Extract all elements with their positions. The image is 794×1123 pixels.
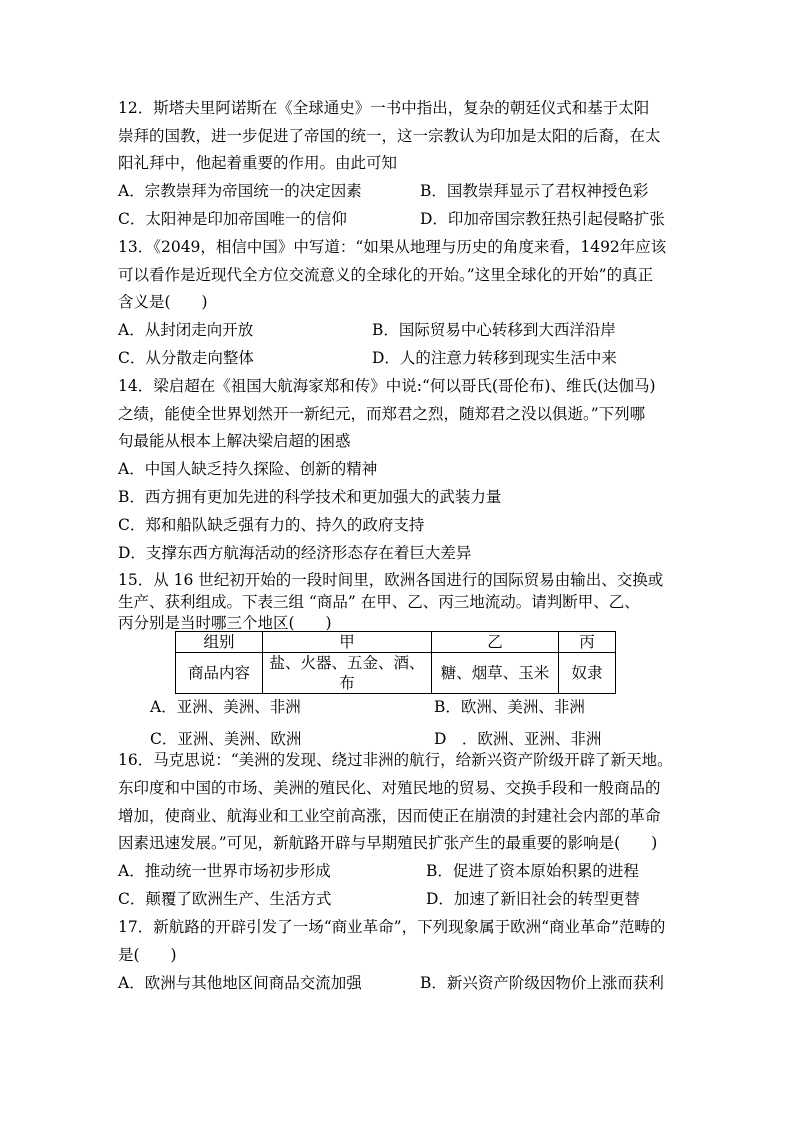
q12-stem-line-1: 12．斯塔夫里阿诺斯在《全球通史》一书中指出，复杂的朝廷仪式和基于太阳 — [118, 99, 650, 117]
q15-stem-line-2: 生产、获利组成。下表三组 “商品” 在甲、乙、丙三地流动。请判断甲、乙、 — [118, 593, 640, 611]
cell-yi: 糖、烟草、玉米 — [432, 653, 559, 694]
q13-option-a[interactable]: A．从封闭走向开放 — [118, 321, 254, 339]
q15-option-a[interactable]: A．亚洲、美洲、非洲 — [150, 698, 301, 716]
q14-option-c[interactable]: C．郑和船队缺乏强有力的、持久的政府支持 — [118, 516, 425, 534]
q13-option-d[interactable]: D．人的注意力转移到现实生活中来 — [372, 349, 617, 367]
q16-option-a[interactable]: A．推动统一世界市场初步形成 — [118, 862, 331, 880]
q12-stem-line-3: 阳礼拜中，他起着重要的作用。由此可知 — [118, 154, 398, 172]
q13-stem-line-1: 13．《2049，相信中国》中写道：“如果从地理与历史的角度来看，1492年应该 — [118, 238, 667, 256]
q16-stem-line-2: 东印度和中国的市场、美洲的殖民化、对殖民地的贸易、交换手段和一般商品的 — [118, 779, 661, 797]
q15-option-c[interactable]: C．亚洲、美洲、欧洲 — [150, 730, 302, 748]
q14-stem-line-1: 14．梁启超在《祖国大航海家郑和传》中说:“何以哥氏(哥伦布)、维氏(达伽马) — [118, 377, 656, 395]
q12-option-c[interactable]: C．太阳神是印加帝国唯一的信仰 — [118, 210, 347, 228]
q16-option-d[interactable]: D．加速了新旧社会的转型更替 — [426, 890, 640, 908]
q15-stem-line-1: 15．从 16 世纪初开始的一段时间里，欧洲各国进行的国际贸易由输出、交换或 — [118, 571, 664, 589]
q12-option-b[interactable]: B．国教崇拜显示了君权神授色彩 — [420, 182, 649, 200]
q12-option-d[interactable]: D．印加帝国宗教狂热引起侵略扩张 — [420, 210, 665, 228]
table-row — [176, 653, 616, 694]
q17-option-b[interactable]: B．新兴资产阶级因物价上涨而获利 — [420, 974, 664, 992]
header-yi: 乙 — [432, 632, 559, 653]
q14-option-a[interactable]: A．中国人缺乏持久探险、创新的精神 — [118, 460, 378, 478]
q14-stem-line-2: 之绩，能使全世界划然开一新纪元，而郑君之烈，随郑君之没以俱逝。”下列哪 — [118, 405, 646, 423]
table-header-row — [176, 632, 616, 653]
q13-stem-line-3: 含义是( ) — [118, 293, 208, 311]
q12-option-a[interactable]: A．宗教崇拜为帝国统一的决定因素 — [118, 182, 362, 200]
q15-option-d[interactable]: D ．欧洲、亚洲、非洲 — [434, 730, 602, 748]
q16-option-b[interactable]: B．促进了资本原始积累的进程 — [426, 862, 639, 880]
q14-stem-line-3: 句最能从根本上解决梁启超的困惑 — [118, 432, 351, 450]
q14-option-b[interactable]: B．西方拥有更加先进的科学技术和更加强大的武装力量 — [118, 488, 502, 506]
q16-stem-line-4: 因素迅速发展。”可见，新航路开辟与早期殖民扩张产生的最重要的影响是( ) — [118, 834, 658, 852]
row-label: 商品内容 — [176, 653, 263, 694]
q15-option-b[interactable]: B．欧洲、美洲、非洲 — [434, 698, 585, 716]
q13-option-b[interactable]: B．国际贸易中心转移到大西洋沿岸 — [372, 321, 616, 339]
q14-option-d[interactable]: D．支撑东西方航海活动的经济形态存在着巨大差异 — [118, 544, 472, 562]
header-bing: 丙 — [559, 632, 616, 653]
q16-stem-line-1: 16．马克思说：“美洲的发现、绕过非洲的航行，给新兴资产阶级开辟了新天地。 — [118, 751, 673, 769]
header-jia: 甲 — [263, 632, 432, 653]
q13-stem-line-2: 可以看作是近现代全方位交流意义的全球化的开始。”这里全球化的开始”的真正 — [118, 266, 654, 284]
goods-table — [175, 631, 616, 694]
q16-stem-line-3: 增加，使商业、航海业和工业空前高涨，因而使正在崩溃的封建社会内部的革命 — [118, 807, 661, 825]
q15-stem-line-3: 丙分别是当时哪三个地区( ) — [118, 614, 332, 632]
q17-stem-line-2: 是( ) — [118, 946, 177, 964]
cell-jia: 盐、火器、五金、酒、布 — [263, 653, 432, 694]
q16-option-c[interactable]: C．颠覆了欧洲生产、生活方式 — [118, 890, 332, 908]
q17-stem-line-1: 17．新航路的开辟引发了一场“商业革命”，下列现象属于欧洲“商业革命”范畴的 — [118, 918, 666, 936]
q17-option-a[interactable]: A．欧洲与其他地区间商品交流加强 — [118, 974, 362, 992]
q12-stem-line-2: 崇拜的国教，进一步促进了帝国的统一，这一宗教认为印加是太阳的后裔，在太 — [118, 127, 661, 145]
header-group: 组别 — [176, 632, 263, 653]
q13-option-c[interactable]: C．从分散走向整体 — [118, 349, 254, 367]
cell-bing: 奴隶 — [559, 653, 616, 694]
